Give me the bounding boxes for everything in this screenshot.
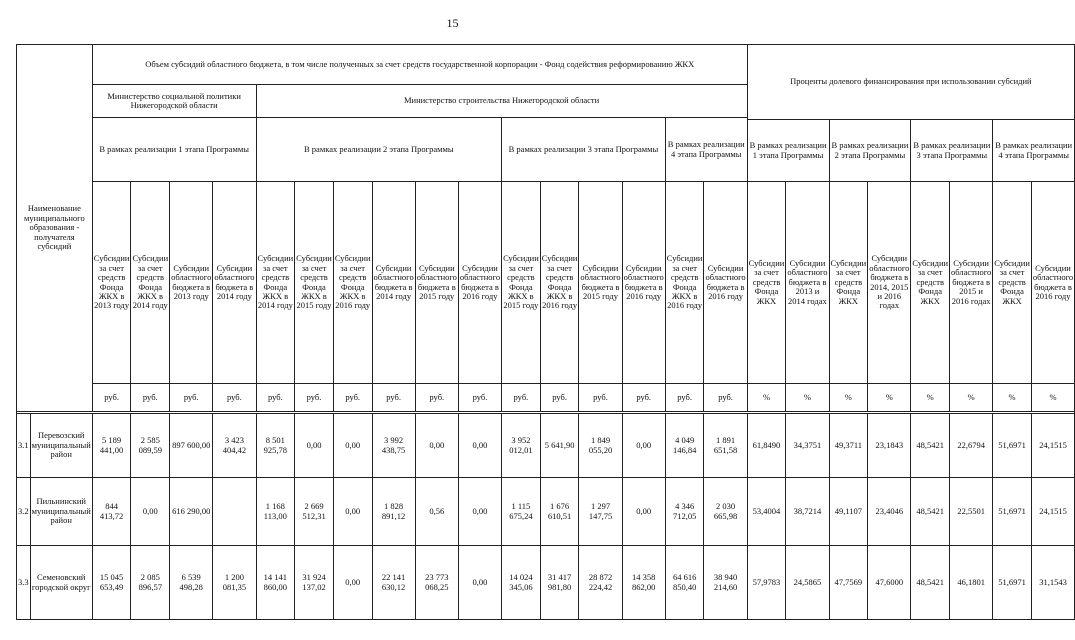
ministry-construction-header: Министерство строительства Нижегородской области (256, 85, 747, 118)
row-index: 3.2 (17, 478, 31, 546)
stage3-header: В рамках реализации 3 этапа Программы (502, 118, 666, 182)
value-cell: 3 992 438,75 (372, 414, 415, 478)
subcolumn-header: Субсидии областного бюджета в 2014 году (372, 182, 415, 384)
value-cell: 4 049 146,84 (665, 414, 704, 478)
subcolumn-header: Субсидии областного бюджета в 2016 году (622, 182, 665, 384)
page-number: 15 (446, 16, 459, 30)
value-cell: 31 924 137,02 (295, 546, 334, 620)
value-cell: 0,00 (415, 414, 458, 478)
value-cell: 0,00 (458, 414, 501, 478)
subcolumn-header: Субсидии за счет средств Фонда ЖКХ в 2016 году (665, 182, 704, 384)
value-cell: 48,5421 (911, 478, 950, 546)
value-cell: 3 423 404,42 (213, 414, 256, 478)
table-row (17, 414, 1075, 478)
value-cell: 1 828 891,12 (372, 478, 415, 546)
value-cell: 2 030 665,98 (704, 478, 747, 546)
value-cell: 51,6971 (993, 478, 1032, 546)
value-cell: 48,5421 (911, 414, 950, 478)
value-cell: 5 189 441,00 (92, 414, 131, 478)
unit-cell: руб. (256, 384, 295, 412)
unit-cell: руб. (333, 384, 372, 412)
value-cell: 34,3751 (786, 414, 829, 478)
unit-cell: % (829, 384, 868, 412)
name-column-header: Наименование муниципального образования - получателя субсидий (17, 45, 93, 412)
value-cell: 57,9783 (747, 546, 786, 620)
value-cell: 0,00 (333, 546, 372, 620)
subcolumn-header: Субсидии областного бюджета в 2016 году (458, 182, 501, 384)
value-cell: 2 669 512,31 (295, 478, 334, 546)
value-cell: 24,5865 (786, 546, 829, 620)
value-cell: 15 045 653,49 (92, 546, 131, 620)
subcolumn-header: Субсидии за счет средств Фонда ЖКХ (829, 182, 868, 384)
value-cell: 2 085 896,57 (131, 546, 170, 620)
subcolumn-header: Субсидии областного бюджета в 2016 году (704, 182, 747, 384)
value-cell: 28 872 224,42 (579, 546, 622, 620)
value-cell: 14 024 345,06 (502, 546, 541, 620)
value-cell: 47,7569 (829, 546, 868, 620)
value-cell: 46,1801 (950, 546, 993, 620)
subcolumn-header: Субсидии областного бюджета в 2014 году (213, 182, 256, 384)
value-cell: 1 849 055,20 (579, 414, 622, 478)
value-cell (213, 478, 256, 546)
subcolumn-header: Субсидии за счет средств Фонда ЖКХ в 2014 году (256, 182, 295, 384)
value-cell: 0,00 (458, 546, 501, 620)
unit-cell: руб. (92, 384, 131, 412)
value-cell: 8 501 925,78 (256, 414, 295, 478)
subcolumn-header: Субсидии за счет средств Фонда ЖКХ в 2016 году (540, 182, 579, 384)
value-cell: 0,00 (333, 414, 372, 478)
pct-stage4-header: В рамках реализации 4 этапа Программы (993, 120, 1075, 182)
unit-cell: % (747, 384, 786, 412)
pct-stage1-header: В рамках реализации 1 этапа Программы (747, 120, 829, 182)
value-cell: 1 200 081,35 (213, 546, 256, 620)
value-cell: 22,6794 (950, 414, 993, 478)
share-percent-header: Проценты долевого финансирования при использовании субсидий (747, 45, 1074, 120)
row-index: 3.1 (17, 414, 31, 478)
stage2-header: В рамках реализации 2 этапа Программы (256, 118, 502, 182)
value-cell: 0,00 (458, 478, 501, 546)
value-cell: 0,00 (622, 478, 665, 546)
value-cell: 14 358 862,00 (622, 546, 665, 620)
value-cell: 23,4046 (868, 478, 911, 546)
unit-cell: руб. (579, 384, 622, 412)
subcolumn-header: Субсидии областного бюджета в 2013 и 2014 годах (786, 182, 829, 384)
subcolumn-header: Субсидии областного бюджета в 2015 году (579, 182, 622, 384)
value-cell: 47,6000 (868, 546, 911, 620)
municipality-name: Пильнинский муниципальный район (30, 478, 92, 546)
stage1-header: В рамках реализации 1 этапа Программы (92, 118, 256, 182)
unit-cell: руб. (622, 384, 665, 412)
table-row (17, 478, 1075, 546)
subsidy-volume-header: Объем субсидий областного бюджета, в том числе полученных за счет средств государственной корпорации - Фонд содействия реформированию ЖКХ (92, 45, 747, 85)
subcolumn-header: Субсидии областного бюджета в 2015 и 2016 годах (950, 182, 993, 384)
value-cell: 23 773 068,25 (415, 546, 458, 620)
municipality-name: Семеновский городской округ (30, 546, 92, 620)
unit-cell: руб. (415, 384, 458, 412)
pct-stage3-header: В рамках реализации 3 этапа Программы (911, 120, 993, 182)
value-cell: 844 413,72 (92, 478, 131, 546)
value-cell: 48,5421 (911, 546, 950, 620)
table-row (17, 546, 1075, 620)
unit-cell: руб. (502, 384, 541, 412)
value-cell: 49,1107 (829, 478, 868, 546)
value-cell: 1 297 147,75 (579, 478, 622, 546)
unit-cell: % (1031, 384, 1074, 412)
subcolumn-header: Субсидии за счет средств Фонда ЖКХ в 2014 году (131, 182, 170, 384)
pct-stage2-header: В рамках реализации 2 этапа Программы (829, 120, 911, 182)
value-cell: 38,7214 (786, 478, 829, 546)
subcolumn-header: Субсидии областного бюджета в 2016 году (1031, 182, 1074, 384)
value-cell: 24,1515 (1031, 478, 1074, 546)
unit-cell: % (786, 384, 829, 412)
value-cell: 51,6971 (993, 414, 1032, 478)
subsidy-table (16, 44, 1075, 620)
subcolumn-header: Субсидии за счет средств Фонда ЖКХ в 2015 году (295, 182, 334, 384)
unit-cell: руб. (540, 384, 579, 412)
value-cell: 38 940 214,60 (704, 546, 747, 620)
unit-cell: % (868, 384, 911, 412)
subcolumn-header: Субсидии областного бюджета в 2013 году (170, 182, 213, 384)
value-cell: 31,1543 (1031, 546, 1074, 620)
value-cell: 0,56 (415, 478, 458, 546)
value-cell: 0,00 (131, 478, 170, 546)
value-cell: 14 141 860,00 (256, 546, 295, 620)
value-cell: 1 891 651,58 (704, 414, 747, 478)
value-cell: 3 952 012,01 (502, 414, 541, 478)
subcolumn-header: Субсидии за счет средств Фонда ЖКХ (911, 182, 950, 384)
value-cell: 0,00 (622, 414, 665, 478)
subcolumn-header: Субсидии областного бюджета в 2015 году (415, 182, 458, 384)
value-cell: 1 676 610,51 (540, 478, 579, 546)
subcolumn-header: Субсидии за счет средств Фонда ЖКХ (747, 182, 786, 384)
subcolumn-header: Субсидии за счет средств Фонда ЖКХ в 2013 году (92, 182, 131, 384)
stage4-header: В рамках реализации 4 этапа Программы (665, 118, 747, 182)
unit-cell: руб. (458, 384, 501, 412)
unit-cell: % (993, 384, 1032, 412)
ministry-social-header: Министерство социальной политики Нижегородской области (92, 85, 256, 118)
value-cell: 6 539 498,28 (170, 546, 213, 620)
value-cell: 4 346 712,05 (665, 478, 704, 546)
subcolumn-header: Субсидии областного бюджета в 2014, 2015 и 2016 годах (868, 182, 911, 384)
value-cell: 31 417 981,80 (540, 546, 579, 620)
value-cell: 24,1515 (1031, 414, 1074, 478)
unit-cell: % (950, 384, 993, 412)
unit-cell: руб. (131, 384, 170, 412)
value-cell: 616 290,00 (170, 478, 213, 546)
subcolumn-header: Субсидии за счет средств Фонда ЖКХ в 2015 году (502, 182, 541, 384)
value-cell: 1 168 113,00 (256, 478, 295, 546)
unit-cell: руб. (665, 384, 704, 412)
row-index: 3.3 (17, 546, 31, 620)
value-cell: 53,4004 (747, 478, 786, 546)
unit-cell: руб. (372, 384, 415, 412)
unit-cell: руб. (704, 384, 747, 412)
value-cell: 64 616 850,40 (665, 546, 704, 620)
municipality-name: Перевозский муниципальный район (30, 414, 92, 478)
unit-cell: руб. (295, 384, 334, 412)
value-cell: 897 600,00 (170, 414, 213, 478)
value-cell: 23,1843 (868, 414, 911, 478)
unit-cell: руб. (170, 384, 213, 412)
value-cell: 49,3711 (829, 414, 868, 478)
value-cell: 5 641,90 (540, 414, 579, 478)
subcolumn-header: Субсидии за счет средств Фонда ЖКХ в 2016 году (333, 182, 372, 384)
subcolumn-header: Субсидии за счет средств Фонда ЖКХ (993, 182, 1032, 384)
value-cell: 2 585 089,59 (131, 414, 170, 478)
value-cell: 1 115 675,24 (502, 478, 541, 546)
unit-cell: % (911, 384, 950, 412)
value-cell: 22,5501 (950, 478, 993, 546)
value-cell: 0,00 (295, 414, 334, 478)
value-cell: 61,8490 (747, 414, 786, 478)
value-cell: 0,00 (333, 478, 372, 546)
value-cell: 51,6971 (993, 546, 1032, 620)
unit-cell: руб. (213, 384, 256, 412)
value-cell: 22 141 630,12 (372, 546, 415, 620)
